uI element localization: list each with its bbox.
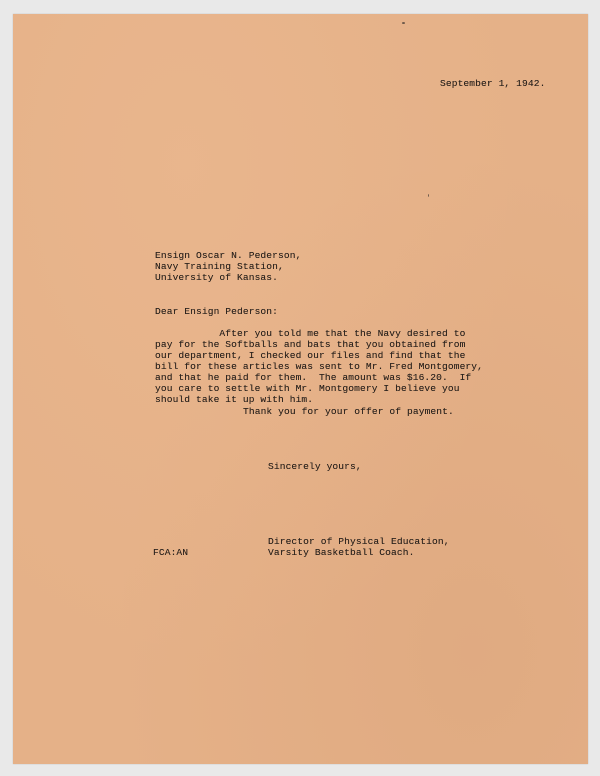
body-line: should take it up with him. [155, 394, 314, 405]
paper-speck [402, 22, 405, 24]
letter-paper [13, 14, 588, 764]
title-line: Director of Physical Education, [268, 536, 450, 547]
salutation: Dear Ensign Pederson: [155, 306, 279, 317]
recipient-line: University of Kansas. [155, 272, 279, 283]
recipient-line: Ensign Oscar N. Pederson, [155, 250, 302, 261]
body-line: pay for the Softballs and bats that you obtained from [155, 339, 466, 350]
body-line: our department, I checked our files and find that the [155, 350, 466, 361]
recipient-address [155, 250, 301, 283]
body-line: and that he paid for them. The amount was $16.20. If [155, 372, 472, 383]
body-line: After you told me that the Navy desired to [155, 328, 466, 339]
signature-title [268, 536, 450, 558]
closing: Sincerely yours, [268, 461, 362, 472]
letter-date: September 1, 1942. [440, 78, 546, 89]
letter-body [155, 328, 483, 405]
body-line: you care to settle with Mr. Montgomery I believe you [155, 383, 460, 394]
title-line: Varsity Basketball Coach. [268, 547, 415, 558]
reference-initials: FCA:AN [153, 547, 189, 558]
paper-speck [428, 194, 429, 197]
recipient-line: Navy Training Station, [155, 261, 284, 272]
body-line: bill for these articles was sent to Mr. Fred Montgomery, [155, 361, 484, 372]
thanks-line: Thank you for your offer of payment. [243, 406, 454, 417]
